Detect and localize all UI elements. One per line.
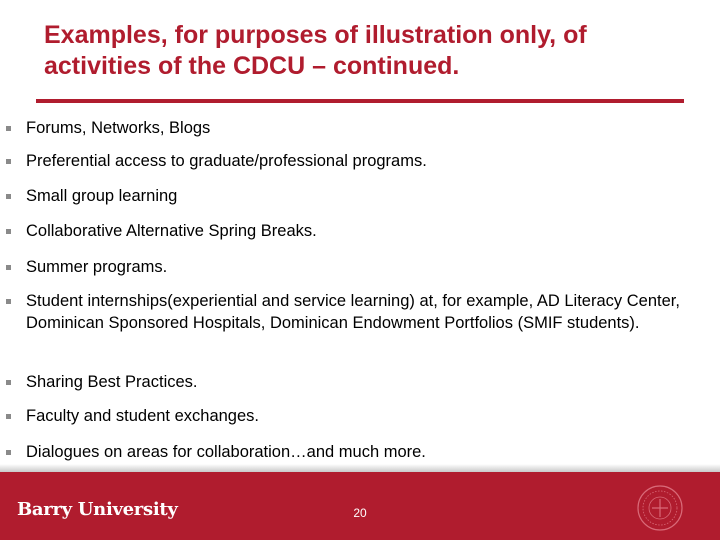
bullet-text: Forums, Networks, Blogs [26,119,211,137]
bullet-text: Collaborative Alternative Spring Breaks. [26,222,317,240]
bullet-text: Preferential access to graduate/professional programs. [26,152,427,170]
bullet-text: Student internships(experiential and service learning) at, for example, AD Literacy Center, Dominican Sponsored Hospitals, Dominican Endowment Portfolios (SMIF students). [26,292,680,332]
bullet-text: Summer programs. [26,258,168,276]
bullet-text: Sharing Best Practices. [26,373,198,391]
university-seal-icon [636,484,684,532]
bullet-square-icon [6,229,11,234]
footer-shadow [0,464,720,472]
bullet-text: Dialogues on areas for collaboration…and much more. [26,443,426,461]
bullet-square-icon [6,194,11,199]
barry-university-logo: Barry University [17,499,178,520]
bullet-square-icon [6,126,11,131]
bullet-square-icon [6,299,11,304]
bullet-text: Faculty and student exchanges. [26,407,259,425]
page-number: 20 [353,506,367,520]
bullet-square-icon [6,159,11,164]
footer-bar [0,472,720,540]
bullet-square-icon [6,414,11,419]
bullet-text: Small group learning [26,187,178,205]
title-underline [36,99,684,103]
bullet-square-icon [6,265,11,270]
bullet-square-icon [6,380,11,385]
bullet-square-icon [6,450,11,455]
slide-title: Examples, for purposes of illustration only, of activities of the CDCU – continued. [44,21,587,80]
